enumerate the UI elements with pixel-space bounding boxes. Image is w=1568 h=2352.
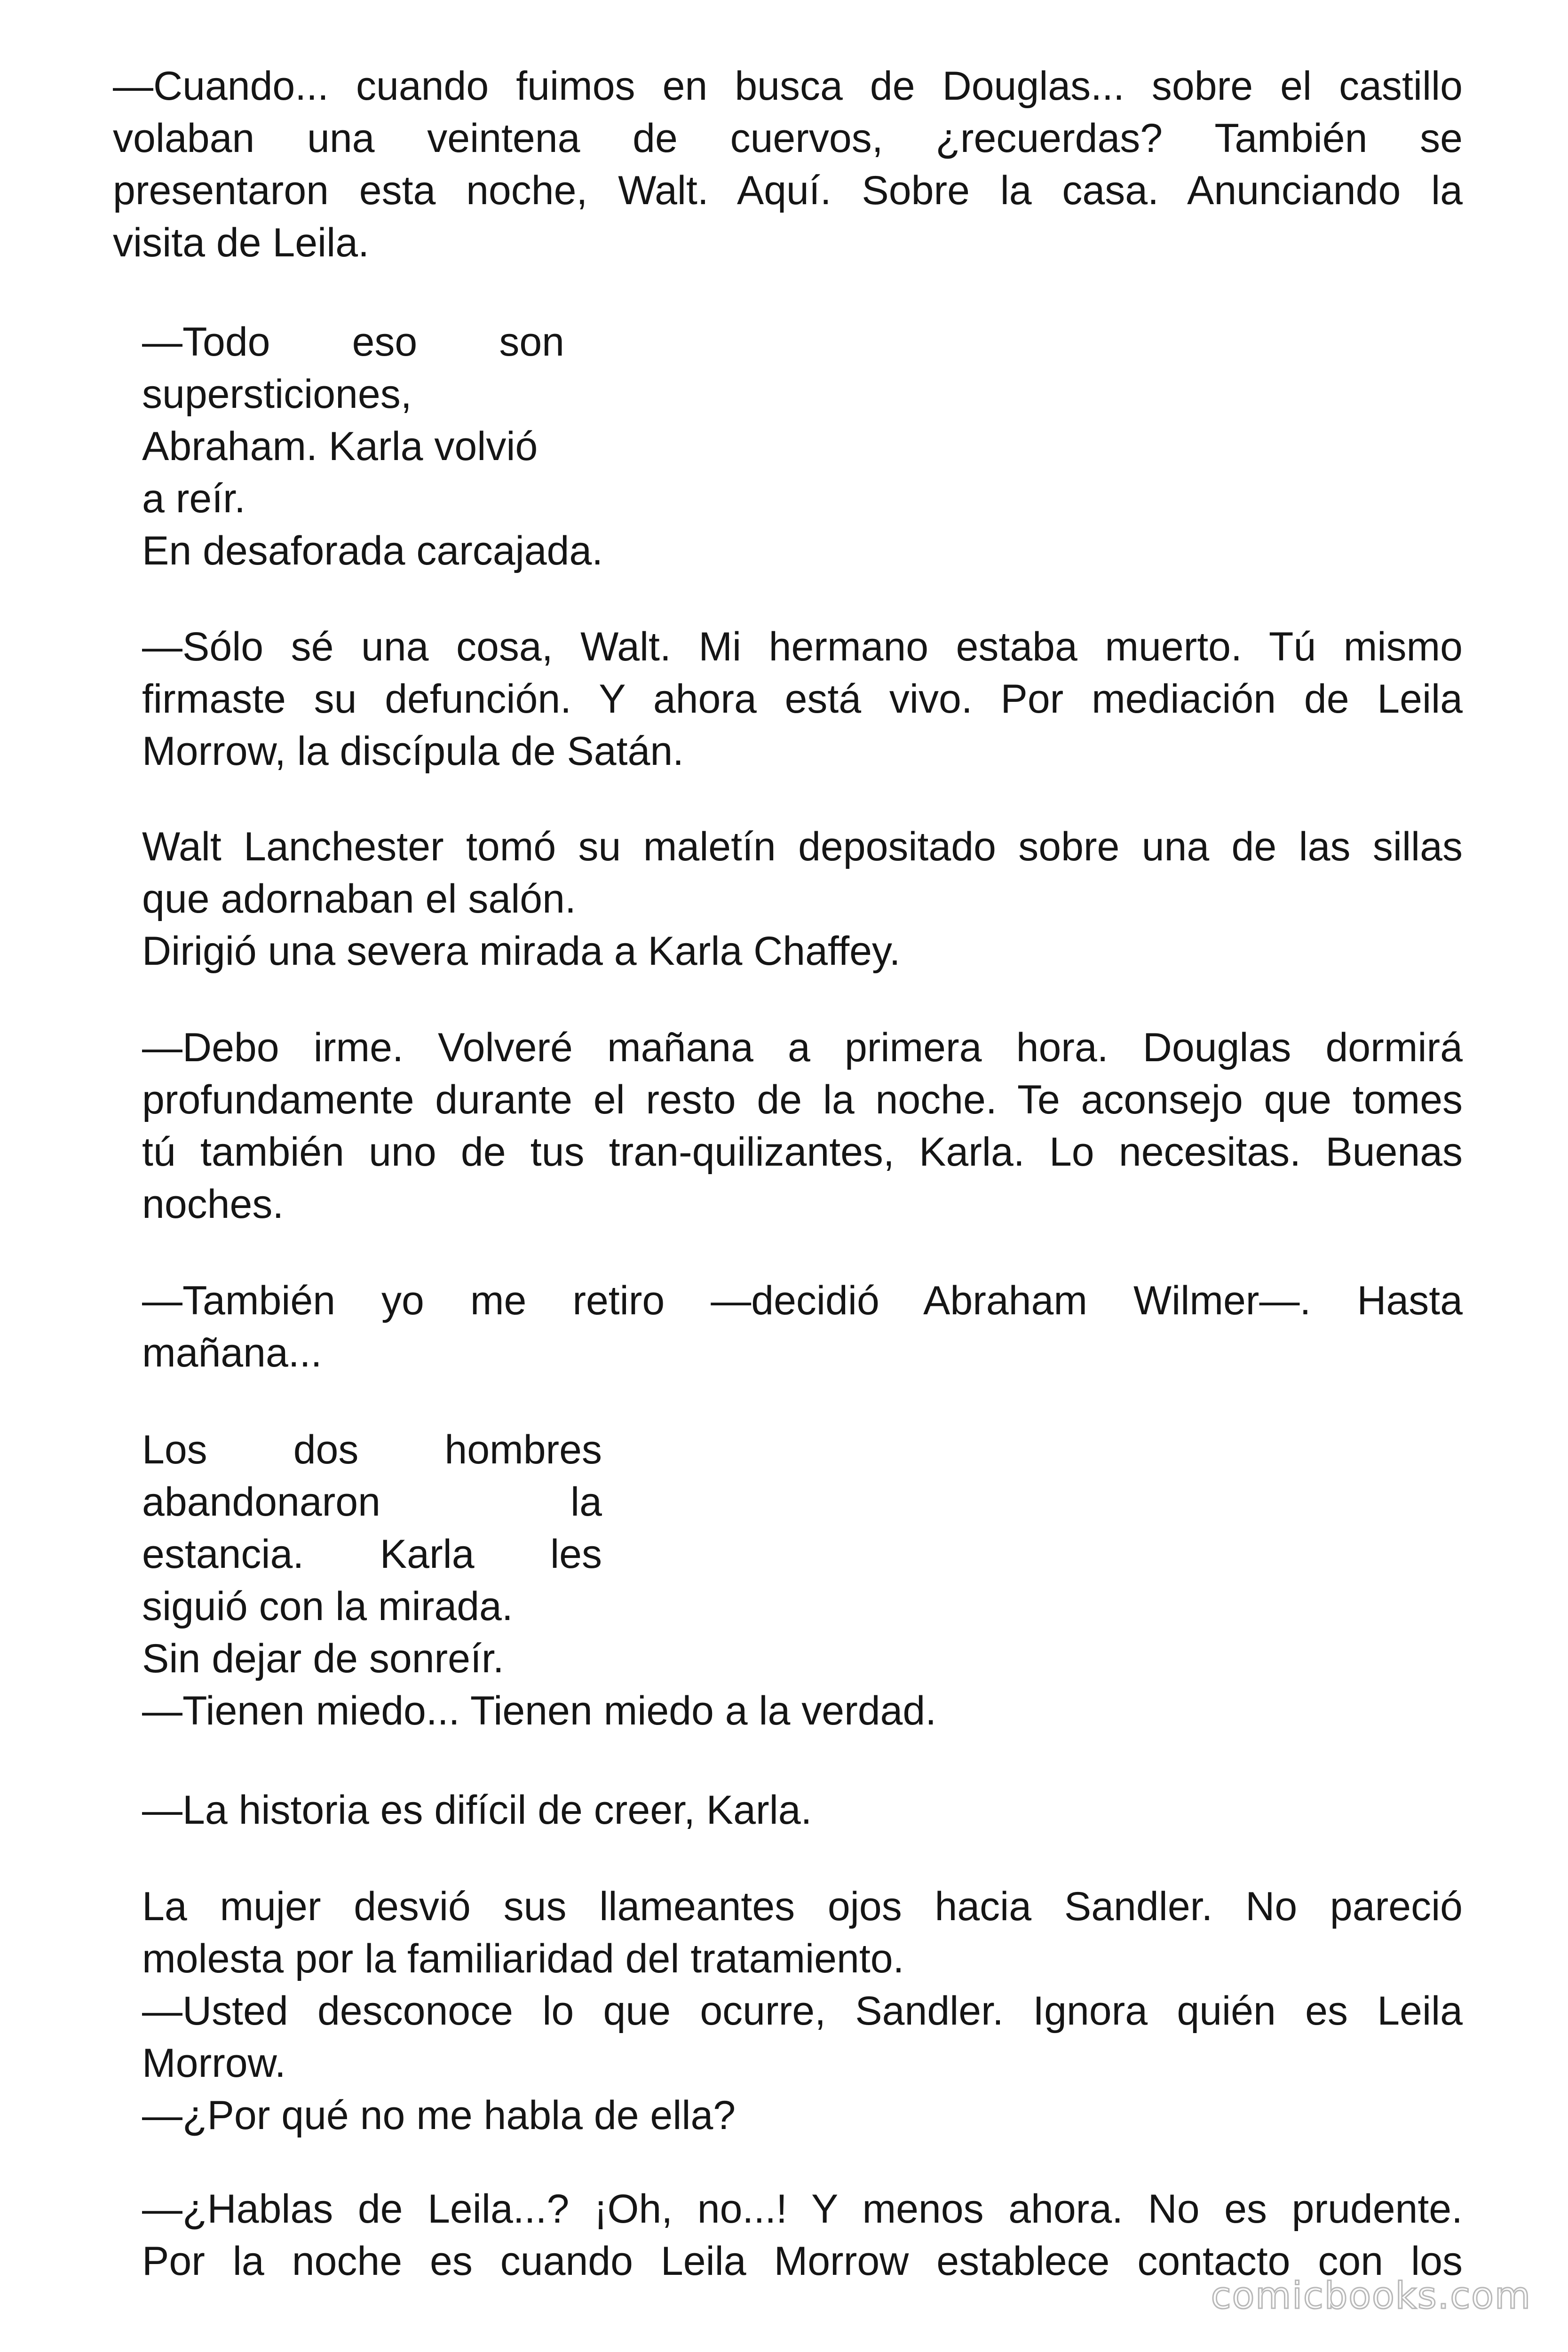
text-line: tú también uno de tus tran-quilizantes, Karla. Lo necesitas. Buenas — [142, 1129, 1463, 1175]
text-line: Morrow, la discípula de Satán. — [142, 729, 684, 774]
text-line: —También yo me retiro —decidió Abraham Wilmer—. Hasta — [142, 1278, 1463, 1323]
text-line: mañana... — [142, 1330, 322, 1375]
text-line: —¿Hablas de Leila...? ¡Oh, no...! Y menos ahora. No es prudente. — [142, 2186, 1463, 2232]
text-line: —Usted desconoce lo que ocurre, Sandler. Ignora quién es Leila — [142, 1988, 1463, 2034]
text-line: visita de Leila. — [113, 220, 369, 265]
text-line: La mujer desvió sus llameantes ojos hacia Sandler. No pareció — [142, 1884, 1463, 1929]
paragraph-1 — [113, 60, 1463, 269]
text-line: Sin dejar de sonreír. — [142, 1636, 504, 1681]
text-line: estancia. Karla les — [142, 1532, 602, 1577]
watermark-logo: comicbooks.com — [1211, 2275, 1531, 2317]
text-line: Dirigió una severa mirada a Karla Chaffey. — [142, 929, 901, 974]
text-line: firmaste su defunción. Y ahora está vivo. Por mediación de Leila — [142, 676, 1463, 722]
text-line: —La historia es difícil de creer, Karla. — [142, 1788, 812, 1833]
text-line: presentaron esta noche, Walt. Aquí. Sobre la casa. Anunciando la — [113, 168, 1463, 213]
text-line: abandonaron la — [142, 1479, 602, 1525]
text-line: a reír. — [142, 476, 245, 521]
text-line: —Tienen miedo... Tienen miedo a la verdad. — [142, 1688, 937, 1733]
paragraph-2 — [142, 316, 800, 577]
text-line: profundamente durante el resto de la noche. Te aconsejo que tomes — [142, 1077, 1463, 1122]
paragraph-10 — [142, 2183, 1463, 2288]
paragraph-6 — [142, 1275, 1463, 1379]
text-line: En desaforada carcajada. — [142, 528, 603, 573]
text-line: —Todo eso son — [142, 319, 564, 365]
text-line: —Debo irme. Volveré mañana a primera hora. Douglas dormirá — [142, 1025, 1463, 1070]
text-line: Walt Lanchester tomó su maletín depositado sobre una de las sillas — [142, 824, 1463, 869]
paragraph-8 — [142, 1784, 1463, 1836]
text-line: supersticiones, — [142, 372, 412, 417]
text-line: —¿Por qué no me habla de ella? — [142, 2093, 736, 2138]
text-line: —Cuando... cuando fuimos en busca de Douglas... sobre el castillo — [113, 64, 1463, 109]
paragraph-3 — [142, 621, 1463, 778]
paragraph-7 — [142, 1424, 1177, 1737]
text-line: molesta por la familiaridad del tratamiento. — [142, 1936, 904, 1981]
text-line: Los dos hombres — [142, 1427, 602, 1472]
paragraph-4 — [142, 821, 1463, 977]
paragraph-5 — [142, 1022, 1463, 1231]
text-line: Por la noche es cuando Leila Morrow establece contacto con los — [142, 2239, 1463, 2284]
text-line: Morrow. — [142, 2041, 286, 2086]
text-line: siguió con la mirada. — [142, 1584, 513, 1629]
text-line: volaban una veintena de cuervos, ¿recuerdas? También se — [113, 116, 1463, 161]
text-line: Abraham. Karla volvió — [142, 424, 538, 469]
text-line: noches. — [142, 1182, 284, 1227]
text-line: que adornaban el salón. — [142, 876, 576, 922]
text-line: —Sólo sé una cosa, Walt. Mi hermano estaba muerto. Tú mismo — [142, 624, 1463, 669]
paragraph-9 — [142, 1881, 1463, 2142]
